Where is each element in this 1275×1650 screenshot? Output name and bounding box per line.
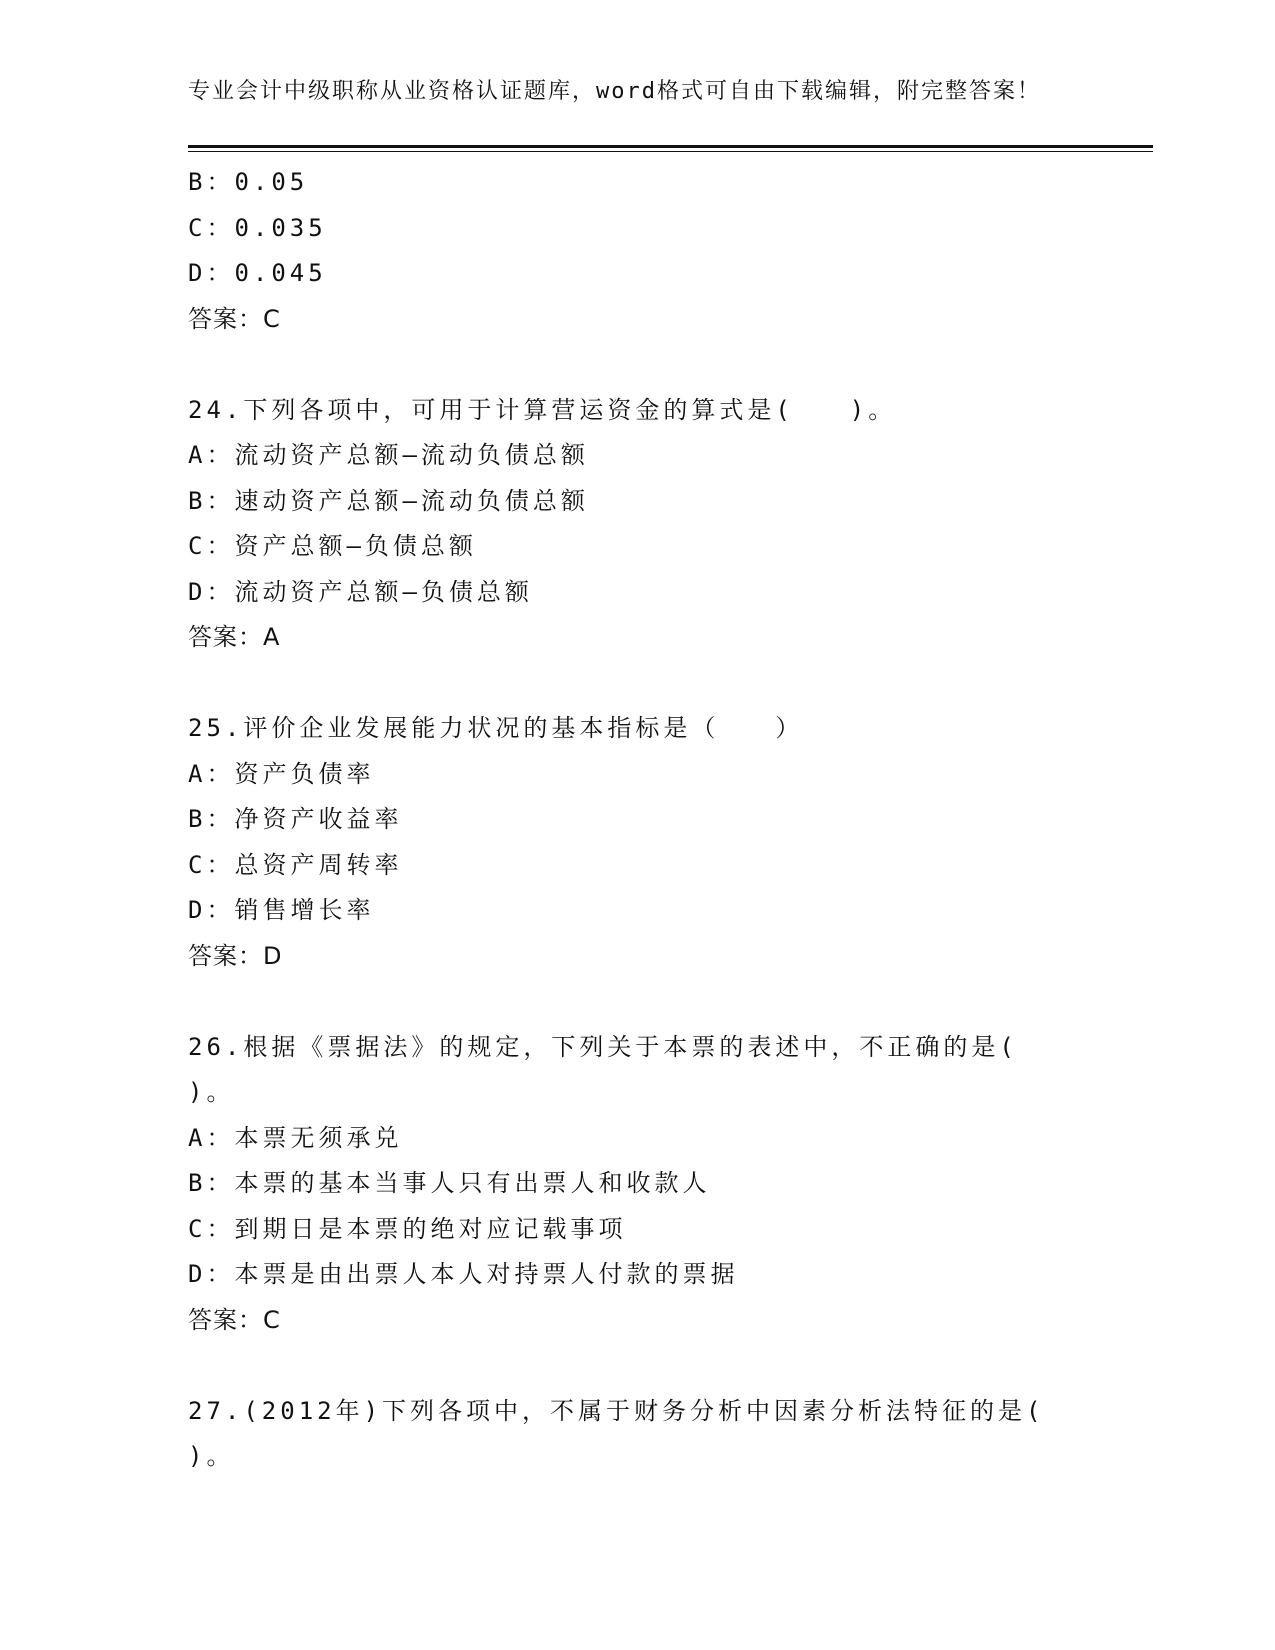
question-23: [188, 160, 1088, 342]
option-b: B：0.05: [188, 168, 309, 196]
header-divider-thick: [188, 145, 1153, 148]
question-stem-line-2: )。: [188, 1078, 235, 1106]
option-a: A：资产负债率: [188, 759, 375, 788]
question-26: [188, 1025, 1088, 1344]
option-d: D：流动资产总额—负债总额: [188, 577, 533, 606]
option-d: D：本票是由出票人本人对持票人付款的票据: [188, 1260, 739, 1288]
question-24: [188, 388, 1088, 661]
answer: 答案：C: [188, 1305, 281, 1334]
answer: 答案：A: [188, 623, 281, 651]
question-stem-line-1: 26.根据《票据法》的规定，下列关于本票的表述中，不正确的是(: [188, 1032, 1018, 1061]
question-27: [188, 1389, 1088, 1480]
option-b: B：速动资产总额—流动负债总额: [188, 486, 589, 515]
option-c: C：0.035: [188, 213, 327, 242]
option-c: C：到期日是本票的绝对应记载事项: [188, 1214, 627, 1243]
question-stem: 24.下列各项中，可用于计算营运资金的算式是( )。: [188, 395, 897, 424]
page-header: 专业会计中级职称从业资格认证题库，word格式可自由下载编辑，附完整答案！: [188, 79, 1041, 104]
question-content: [188, 160, 1088, 1480]
option-b: B：净资产收益率: [188, 805, 403, 833]
question-25: [188, 706, 1088, 979]
option-b: B：本票的基本当事人只有出票人和收款人: [188, 1169, 711, 1197]
option-d: D：0.045: [188, 259, 327, 287]
answer: 答案：C: [188, 304, 281, 333]
option-d: D：销售增长率: [188, 896, 375, 924]
header-divider-thin: [188, 151, 1153, 152]
question-stem-line-2: )。: [188, 1442, 235, 1470]
option-c: C：总资产周转率: [188, 850, 403, 879]
option-a: A：本票无须承兑: [188, 1123, 403, 1152]
question-stem-line-1: 27.(2012年)下列各项中，不属于财务分析中因素分析法特征的是(: [188, 1396, 1045, 1425]
question-stem: 25.评价企业发展能力状况的基本指标是（ ）: [188, 714, 804, 742]
option-a: A：流动资产总额—流动负债总额: [188, 441, 589, 469]
option-c: C：资产总额—负债总额: [188, 532, 477, 560]
answer: 答案：D: [188, 941, 283, 970]
